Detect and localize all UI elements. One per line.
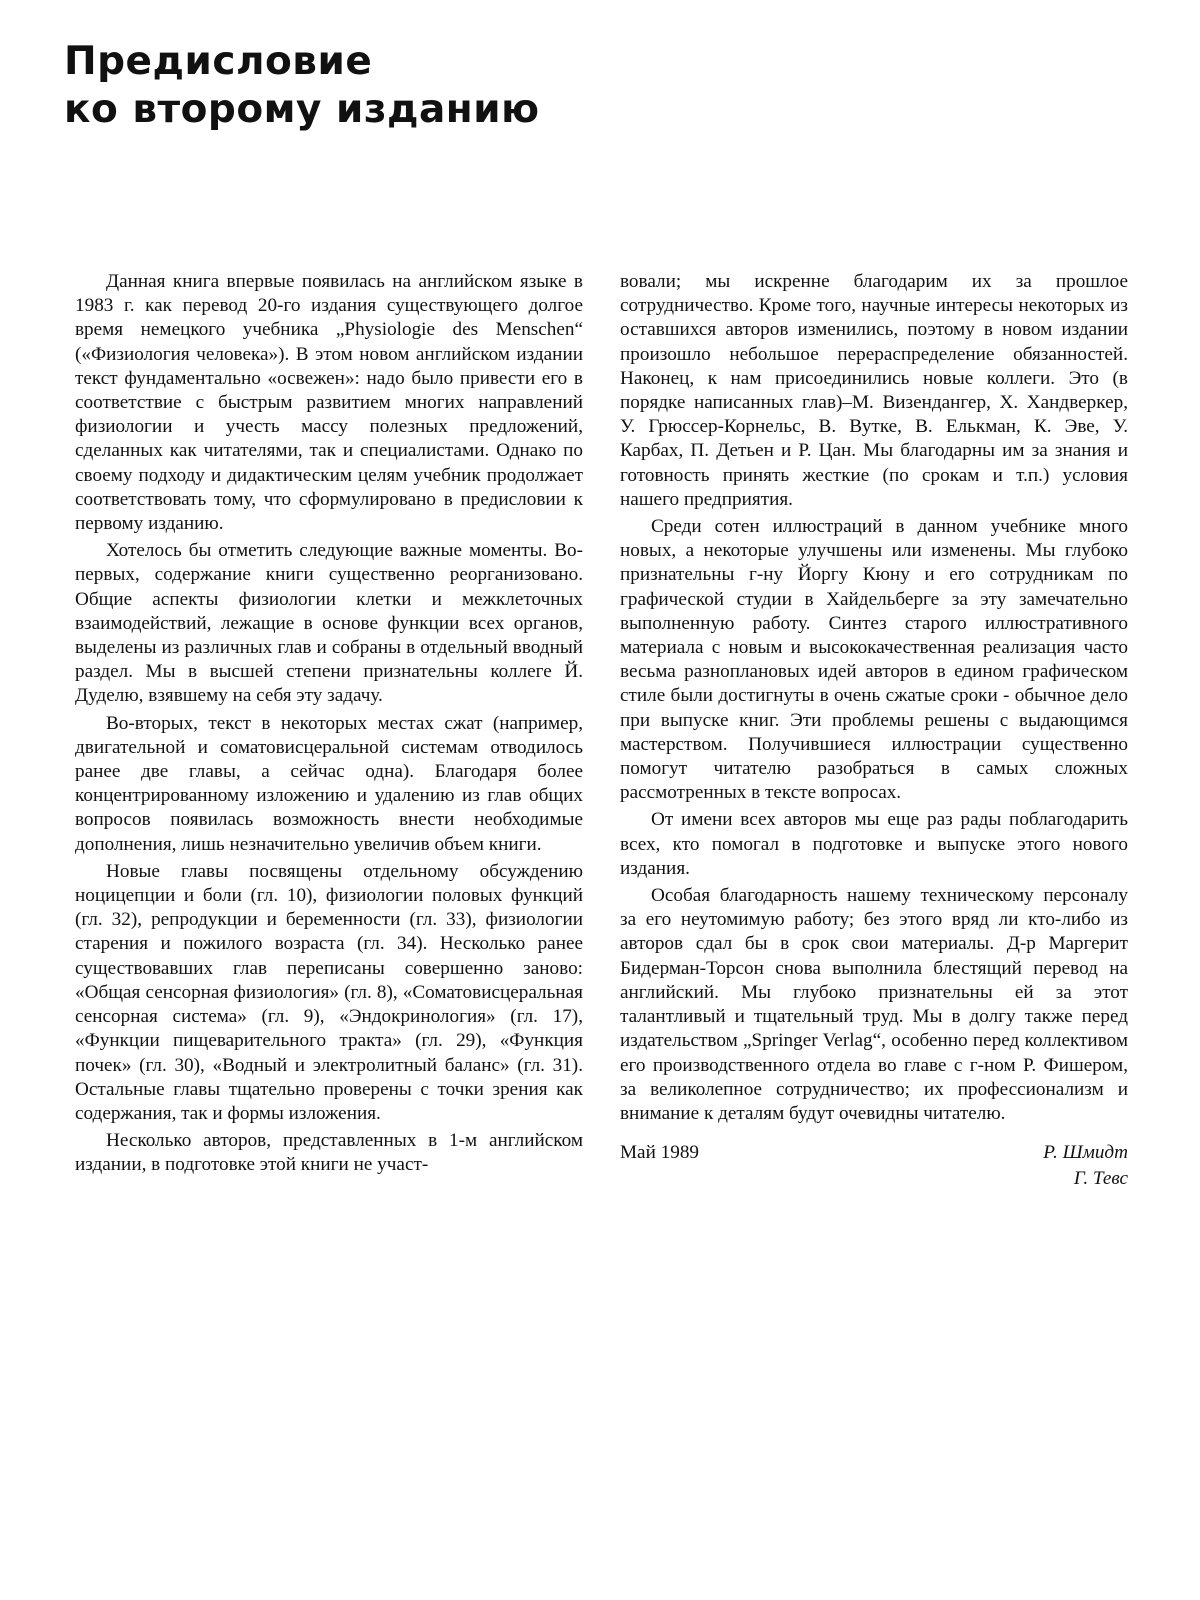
signature-author: Р. Шмидт [1043,1142,1128,1164]
signature-authors [1043,1140,1128,1192]
paragraph: От имени всех авторов мы еще раз рады поблагодарить всех, кто помогал в подготовке и выпуске этого нового издания. [620,809,1128,879]
paragraph: Несколько авторов, представленных в 1-м английском издании, в подготовке этой книги не участ- [75,1130,583,1176]
title-line-1: Предисловие [64,39,373,84]
paragraph: Данная книга впервые появилась на английском языке в 1983 г. как перевод 20-го издания существующего долгое время немецкого учебника „Physiologie des Menschen“ («Физиология человека»). В этом новом английском издании текст фундаментально «освежен»: надо было привести его в соответствие с быстрым развитием многих направлений физиологии и учесть массу полезных предложений, сделанных как читателями, так и специалистами. Однако по своему подходу и дидактическим целям учебник продолжает соответствовать тому, что сформулировано в предисловии к первому изданию. [75,271,583,535]
signature-block [620,1140,1128,1192]
title-line-2: ко второму изданию [64,87,540,132]
page-title [64,38,540,134]
paragraph: Новые главы посвящены отдельному обсуждению ноцицепции и боли (гл. 10), физиологии половых функций (гл. 32), репродукции и беременности (гл. 33), физиологии старения и пожилого возраста (гл. 34). Несколько ранее существовавших глав переписаны совершенно заново: «Общая сенсорная физиология» (гл. 8), «Соматовисцеральная сенсорная система» (гл. 9), «Эндокринология» (гл. 17), «Функции пищеварительного тракта» (гл. 29), «Функция почек» (гл. 30), «Водный и электролитный баланс» (гл. 31). Остальные главы тщательно проверены с точки зрения как содержания, так и формы изложения. [75,860,583,1124]
paragraph: Среди сотен иллюстраций в данном учебнике много новых, а некоторые улучшены или изменены. Мы глубоко признательны г-ну Йоргу Кюну и его сотрудникам по графической студии в Хайдельберге за эту замечательно выполненную работу. Синтез старого иллюстративного материала с новым и высококачественная реализация часто весьма разноплановых идей авторов в едином графическом стиле были достигнуты в очень сжатые сроки - обычное дело при выпуске книг. Эти проблемы решены с выдающимся мастерством. Получившиеся иллюстрации существенно помогут читателю разобраться в самых сложных рассмотренных в тексте вопросах. [620,516,1128,804]
left-column [75,270,583,1181]
signature-date: Май 1989 [620,1142,700,1164]
paragraph: Особая благодарность нашему техническому персоналу за его неутомимую работу; без этого вряд ли кто-либо из авторов сдал бы в срок свои материалы. Д-р Маргерит Бидерман-Торсон снова выполнила блестящий перевод на английский. Мы глубоко признательны ей за этот талантливый и тщательный труд. Мы в долгу также перед издательством „Springer Verlag“, особенно перед коллективом его производственного отдела во главе с г-ном Р. Фишером, за великолепное сотрудничество; их профессионализм и внимание к деталям будут очевидны читателю. [620,885,1128,1124]
right-column [620,270,1128,1192]
paragraph: Хотелось бы отметить следующие важные моменты. Во-первых, содержание книги существенно реорганизовано. Общие аспекты физиологии клетки и межклеточных взаимодействий, лежащие в основе функции всех органов, выделены из различных глав и собраны в отдельный вводный раздел. Мы в высшей степени признательны коллеге Й. Дуделю, взявшему на себя эту задачу. [75,540,583,707]
paragraph: Во-вторых, текст в некоторых местах сжат (например, двигательной и соматовисцеральной системам отводилось ранее две главы, а сейчас одна). Благодаря более концентрированному изложению и удалению из глав общих вопросов появилась возможность внести необходимые дополнения, лишь незначительно увеличив объем книги. [75,712,583,855]
paragraph-continued: вовали; мы искренне благодарим их за прошлое сотрудничество. Кроме того, научные интересы некоторых из оставшихся авторов изменились, поэтому в новом издании произошло небольшое перераспределение обязанностей. Наконец, к нам присоединились новые коллеги. Это (в порядке написанных глав)–М. Визендангер, Х. Хандверкер, У. Грюссер-Корнельс, В. Вутке, В. Елькман, К. Эве, У. Карбах, П. Детьен и Р. Цан. Мы благодарны им за знания и готовность принять жесткие (по срокам и т.п.) условия нашего предприятия. [620,271,1128,510]
signature-author: Г. Тевс [1073,1168,1128,1190]
